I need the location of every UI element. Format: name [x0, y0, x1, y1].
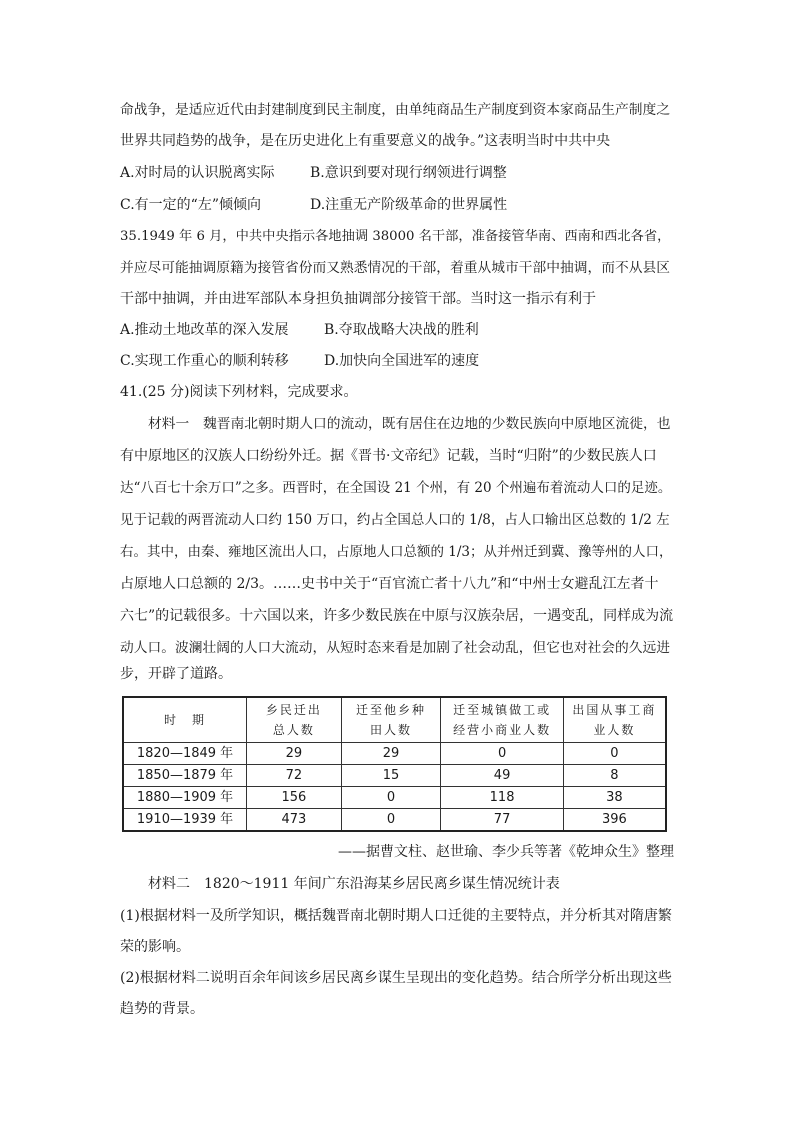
cell-overseas: 0 [563, 743, 666, 765]
cell-farming: 29 [341, 743, 441, 765]
cell-town: 49 [441, 765, 564, 787]
cell-total: 29 [247, 743, 342, 765]
header-overseas-workers: 出国从事工商 业人数 [563, 697, 666, 743]
header-farming-migrants: 迁至他乡种 田人数 [341, 697, 441, 743]
material1-line-3: 达“八百七十余万口”之多。西晋时，在全国设 21 个州，有 20 个州遍布着流动人口的足迹。 [120, 480, 672, 496]
cell-town: 118 [441, 787, 564, 809]
header-town-workers: 迁至城镇做工或 经营小商业人数 [441, 697, 564, 743]
cell-total: 473 [247, 809, 342, 832]
q35-text-line-3: 干部中抽调，并由进军部队本身担负抽调部分接管干部。当时这一指示有利于 [120, 291, 596, 307]
table-header-row [123, 697, 666, 743]
table-row [123, 743, 666, 765]
q34-option-a: A.对时局的认识脱离实际 [120, 165, 275, 181]
table-row [123, 809, 666, 832]
cell-period: 1820—1849 年 [123, 743, 247, 765]
material1-line-8: 动人口。波澜壮阔的人口大流动，从短时态来看是加剧了社会动乱，但它也对社会的久远进 [120, 640, 671, 656]
cell-town: 0 [441, 743, 564, 765]
header-period: 时 期 [123, 697, 247, 743]
q34-option-c: C.有一定的“左”倾倾向 [120, 197, 261, 213]
q35-option-c: C.实现工作重心的顺利转移 [120, 353, 289, 369]
cell-total: 72 [247, 765, 342, 787]
cell-town: 77 [441, 809, 564, 832]
table-row [123, 787, 666, 809]
cell-overseas: 396 [563, 809, 666, 832]
table-source-note: ——据曹文柱、赵世瑜、李少兵等著《乾坤众生》整理 [338, 844, 674, 860]
material1-line-1: 材料一 魏晋南北朝时期人口的流动，既有居住在边地的少数民族向中原地区流徙，也 [148, 416, 671, 432]
cell-farming: 0 [341, 809, 441, 832]
material1-line-6: 占原地人口总额的 2/3。……史书中关于“百官流亡者十八九”和“中州士女避乱江左者十 [120, 576, 659, 592]
cell-farming: 0 [341, 787, 441, 809]
q35-option-d: D.加快向全国进军的速度 [324, 353, 480, 369]
cell-period: 1850—1879 年 [123, 765, 247, 787]
cell-period: 1880—1909 年 [123, 787, 247, 809]
q35-text-line-2: 并应尽可能抽调原籍为接管省份而又熟悉情况的干部，着重从城市干部中抽调，而不从县区 [120, 260, 671, 276]
cell-farming: 15 [341, 765, 441, 787]
header-total-emigrants: 乡民迁出 总人数 [247, 697, 342, 743]
cell-overseas: 8 [563, 765, 666, 787]
q35-option-a: A.推动土地改革的深入发展 [120, 322, 289, 338]
question1-line-1: (1)根据材料一及所学知识，概括魏晋南北朝时期人口迁徙的主要特点，并分析其对隋唐繁 [120, 908, 672, 924]
table-row [123, 765, 666, 787]
q34-option-b: B.意识到要对现行纲领进行调整 [310, 165, 507, 181]
material1-line-2: 有中原地区的汉族人口纷纷外迁。据《晋书·文帝纪》记载，当时“归附”的少数民族人口 [120, 448, 657, 464]
q34-text-line-2: 世界共同趋势的战争，是在历史进化上有重要意义的战争。”这表明当时中共中央 [120, 133, 611, 149]
cell-total: 156 [247, 787, 342, 809]
q35-option-b: B.夺取战略大决战的胜利 [324, 322, 479, 338]
question2-line-2: 趋势的背景。 [120, 1001, 204, 1017]
material1-line-9: 步，开辟了道路。 [120, 666, 232, 682]
question1-line-2: 荣的影响。 [120, 939, 190, 955]
material1-line-7: 六七”的记载很多。十六国以来，许多少数民族在中原与汉族杂居，一遇变乱，同样成为流 [120, 608, 674, 624]
material1-line-5: 右。其中，由秦、雍地区流出人口，占原地人口总额的 1/3；从并州迁到冀、豫等州的人口， [120, 544, 673, 560]
emigration-stats-table [122, 696, 667, 832]
question2-line-1: (2)根据材料二说明百余年间该乡居民离乡谋生呈现出的变化趋势。结合所学分析出现这些 [120, 970, 672, 986]
cell-overseas: 38 [563, 787, 666, 809]
q34-text-line-1: 命战争，是适应近代由封建制度到民主制度，由单纯商品生产制度到资本家商品生产制度之 [120, 102, 671, 118]
material1-line-4: 见于记载的两晋流动人口约 150 万口，约占全国总人口的 1/8，占人口输出区总数的 1/2 左 [120, 512, 670, 528]
q34-option-d: D.注重无产阶级革命的世界属性 [310, 197, 508, 213]
q41-header: 41.(25 分)阅读下列材料，完成要求。 [120, 384, 358, 400]
cell-period: 1910—1939 年 [123, 809, 247, 832]
q35-text-line-1: 35.1949 年 6 月，中共中央指示各地抽调 38000 名干部，准备接管华南、西南和西北各省， [120, 229, 671, 244]
material2-caption: 材料二 1820～1911 年间广东沿海某乡居民离乡谋生情况统计表 [148, 876, 560, 892]
